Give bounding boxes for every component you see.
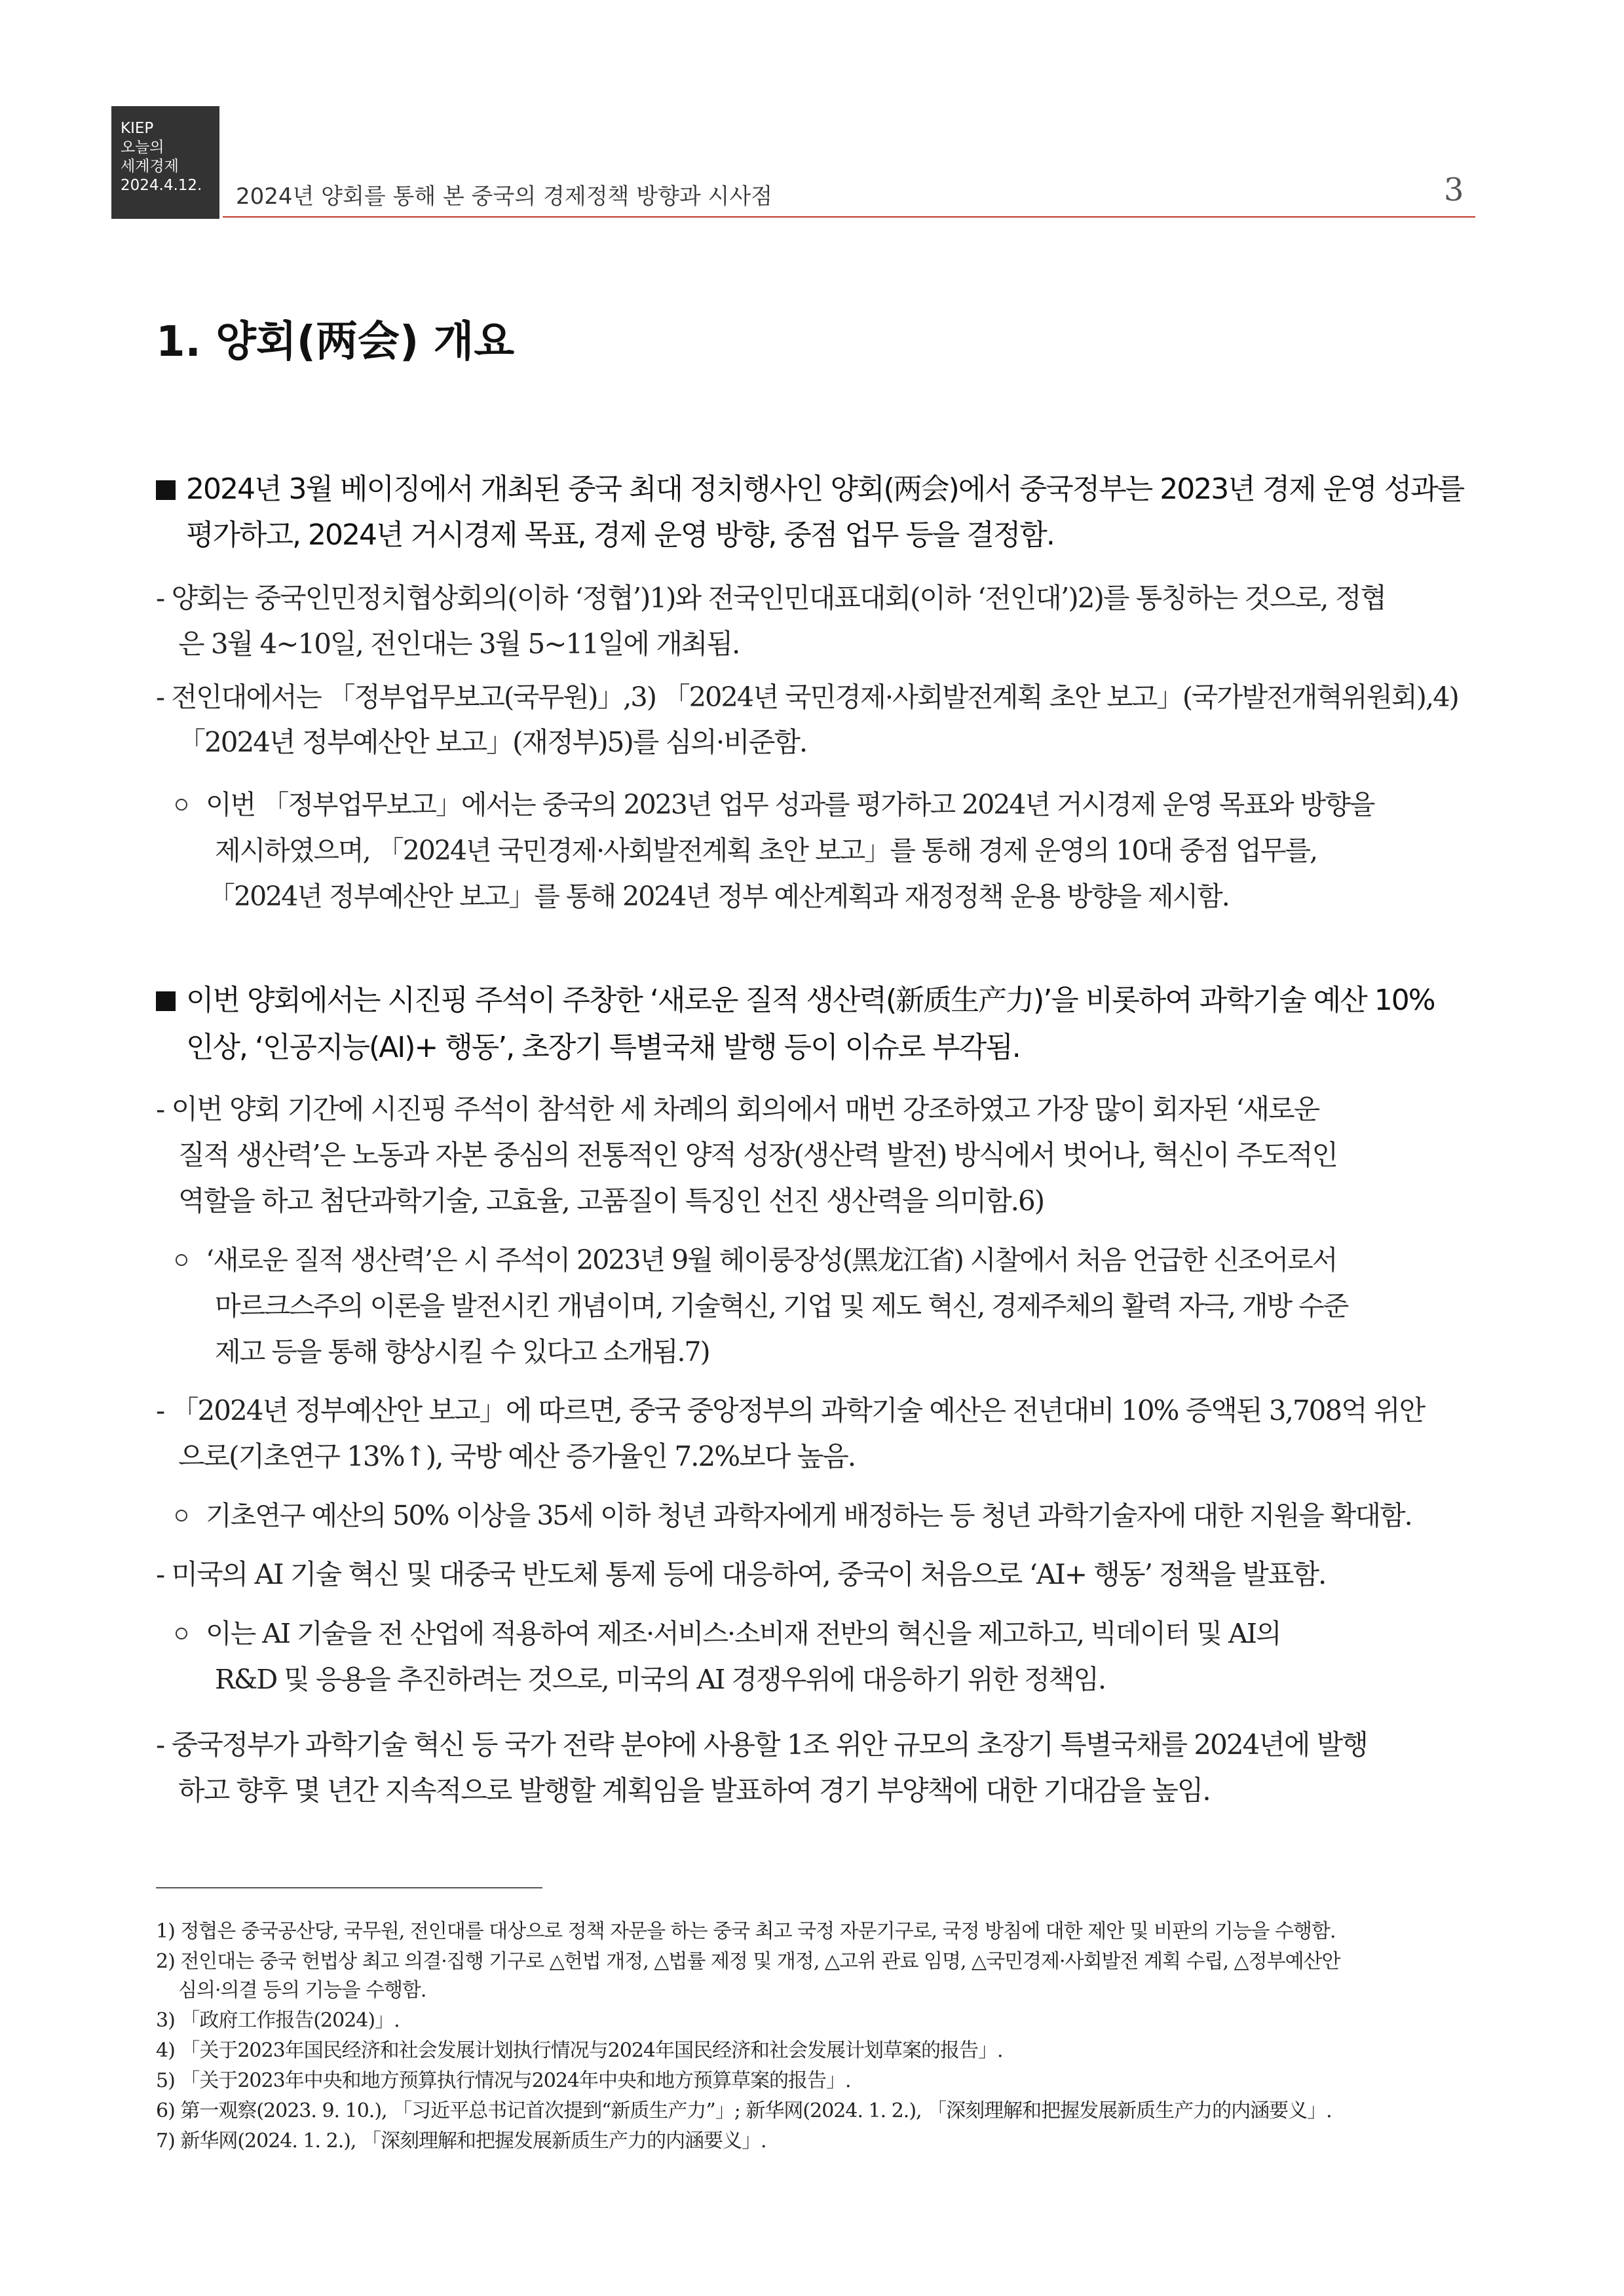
circle-item-continuation: 「2024년 정부예산안 보고」를 통해 2024년 정부 예산계획과 재정정책 운용 방향을 제시함. <box>208 881 1229 912</box>
dash-item-continuation: 으로(기초연구 13%↑), 국방 예산 증가율인 7.2%보다 높음. <box>178 1440 856 1472</box>
square-bullet-icon <box>156 991 176 1011</box>
dash-item: - 전인대에서는 「정부업무보고(국무원)」,3) 「2024년 국민경제·사회발전계획 초안 보고」(국가발전개혁위원회),4) <box>156 681 1458 713</box>
bullet-point <box>156 465 1463 507</box>
dash-item: - 미국의 AI 기술 혁신 및 대중국 반도체 통제 등에 대응하여, 중국이 처음으로 ‘AI+ 행동’ 정책을 발표함. <box>156 1558 1326 1590</box>
circle-item-continuation: R&D 및 응용을 추진하려는 것으로, 미국의 AI 경쟁우위에 대응하기 위한 정책임. <box>215 1664 1106 1695</box>
footnote: 3) 「政府工作报告(2024)」. <box>156 2009 400 2032</box>
dash-item: - 중국정부가 과학기술 혁신 등 국가 전략 분야에 사용할 1조 위안 규모의 초장기 특별국채를 2024년에 발행 <box>156 1729 1367 1761</box>
circle-item-text: ‘새로운 질적 생산력’은 시 주석이 2023년 9월 헤이룽장성(黑龙江省) 시찰에서 처음 언급한 신조어로서 <box>206 1244 1337 1276</box>
footnote: 7) 新华网(2024. 1. 2.), 「深刻理解和把握发展新质生产力的内涵要义」. <box>156 2130 766 2152</box>
circle-item-text: 이는 AI 기술을 전 산업에 적용하여 제조·서비스·소비재 전반의 혁신을 제고하고, 빅데이터 및 AI의 <box>206 1618 1281 1649</box>
circle-item-text: 이번 「정부업무보고」에서는 중국의 2023년 업무 성과를 평가하고 2024년 거시경제 운영 목표와 방향을 <box>206 789 1374 820</box>
circle-item <box>176 783 1374 822</box>
bullet-text-continuation: 인상, ‘인공지능(AI)+ 행동’, 초장기 특별국채 발행 등이 이슈로 부각됨. <box>186 1031 1020 1064</box>
footnote: 1) 정협은 중국공산당, 국무원, 전인대를 대상으로 정책 자문을 하는 중국 최고 국정 자문기구로, 국정 방침에 대한 제안 및 비판의 기능을 수행함. <box>156 1920 1336 1943</box>
publication-tag <box>111 106 219 219</box>
page-number: 3 <box>1444 172 1464 208</box>
dash-item: - 양회는 중국인민정치협상회의(이하 ‘정협’)1)와 전국인민대표대회(이하 ‘전인대’)2)를 통칭하는 것으로, 정협 <box>156 582 1386 614</box>
bullet-text: 이번 양회에서는 시진핑 주석이 주창한 ‘새로운 질적 생산력(新质生产力)’을 비롯하여 과학기술 예산 10% <box>186 984 1435 1017</box>
circle-item <box>176 1494 1412 1533</box>
dash-item-continuation: 「2024년 정부예산안 보고」(재정부)5)를 심의·비준함. <box>178 726 807 758</box>
square-bullet-icon <box>156 480 176 500</box>
circle-bullet-icon <box>176 1254 187 1266</box>
circle-item-continuation: 마르크스주의 이론을 발전시킨 개념이며, 기술혁신, 기업 및 제도 혁신, 경제주체의 활력 자극, 개방 수준 <box>215 1290 1348 1322</box>
tag-line: KIEP <box>121 120 154 137</box>
tag-line: 오늘의 <box>121 139 164 156</box>
circle-bullet-icon <box>176 1628 187 1639</box>
dash-item-continuation: 역할을 하고 첨단과학기술, 고효율, 고품질이 특징인 선진 생산력을 의미함.6) <box>178 1185 1044 1217</box>
bullet-text-continuation: 평가하고, 2024년 거시경제 목표, 경제 운영 방향, 중점 업무 등을 결정함. <box>186 518 1054 552</box>
footnote: 2) 전인대는 중국 헌법상 최고 의결·집행 기구로 △헌법 개정, △법률 제정 및 개정, △고위 관료 임명, △국민경제·사회발전 계획 수립, △정부예산안 <box>156 1950 1340 1973</box>
footnote: 6) 第一观察(2023. 9. 10.), 「习近平总书记首次提到“新质生产力”」; 新华网(2024. 1. 2.), 「深刻理解和把握发展新质生产力的内涵要义」. <box>156 2099 1332 2122</box>
footnote-continuation: 심의·의결 등의 기능을 수행함. <box>178 1979 426 2002</box>
tag-line: 2024.4.12. <box>121 177 202 194</box>
dash-item: - 「2024년 정부예산안 보고」에 따르면, 중국 중앙정부의 과학기술 예산은 전년대비 10% 증액된 3,708억 위안 <box>156 1394 1425 1426</box>
circle-bullet-icon <box>176 799 187 811</box>
circle-item-continuation: 제고 등을 통해 향상시킬 수 있다고 소개됨.7) <box>215 1336 709 1368</box>
header-rule <box>223 216 1475 218</box>
circle-bullet-icon <box>176 1510 187 1521</box>
dash-item-continuation: 하고 향후 몇 년간 지속적으로 발행할 계획임을 발표하여 경기 부양책에 대한 기대감을 높임. <box>178 1774 1210 1807</box>
bullet-point <box>156 976 1435 1018</box>
section-title: 1. 양회(两会) 개요 <box>156 318 515 366</box>
dash-item: - 이번 양회 기간에 시진핑 주석이 참석한 세 차례의 회의에서 매번 강조하였고 가장 많이 회자된 ‘새로운 <box>156 1093 1319 1125</box>
dash-item-continuation: 은 3월 4~10일, 전인대는 3월 5~11일에 개최됨. <box>178 628 740 660</box>
footnote-rule <box>156 1887 542 1888</box>
footnote: 4) 「关于2023年国民经济和社会发展计划执行情况与2024年国民经济和社会发展计划草案的报告」. <box>156 2039 1003 2062</box>
running-title: 2024년 양회를 통해 본 중국의 경제정책 방향과 시사점 <box>236 183 773 210</box>
tag-line: 세계경제 <box>121 158 179 175</box>
footnote: 5) 「关于2023年中央和地方预算执行情况与2024年中央和地方预算草案的报告」. <box>156 2069 851 2092</box>
circle-item-continuation: 제시하였으며, 「2024년 국민경제·사회발전계획 초안 보고」를 통해 경제 운영의 10대 중점 업무를, <box>215 835 1317 866</box>
circle-item-text: 기초연구 예산의 50% 이상을 35세 이하 청년 과학자에게 배정하는 등 청년 과학기술자에 대한 지원을 확대함. <box>206 1500 1412 1531</box>
dash-item-continuation: 질적 생산력’은 노동과 자본 중심의 전통적인 양적 성장(생산력 발전) 방식에서 벗어나, 혁신이 주도적인 <box>178 1139 1338 1171</box>
bullet-text: 2024년 3월 베이징에서 개최된 중국 최대 정치행사인 양회(两会)에서 중국정부는 2023년 경제 운영 성과를 <box>186 472 1464 506</box>
circle-item <box>176 1612 1281 1651</box>
circle-item <box>176 1238 1336 1277</box>
